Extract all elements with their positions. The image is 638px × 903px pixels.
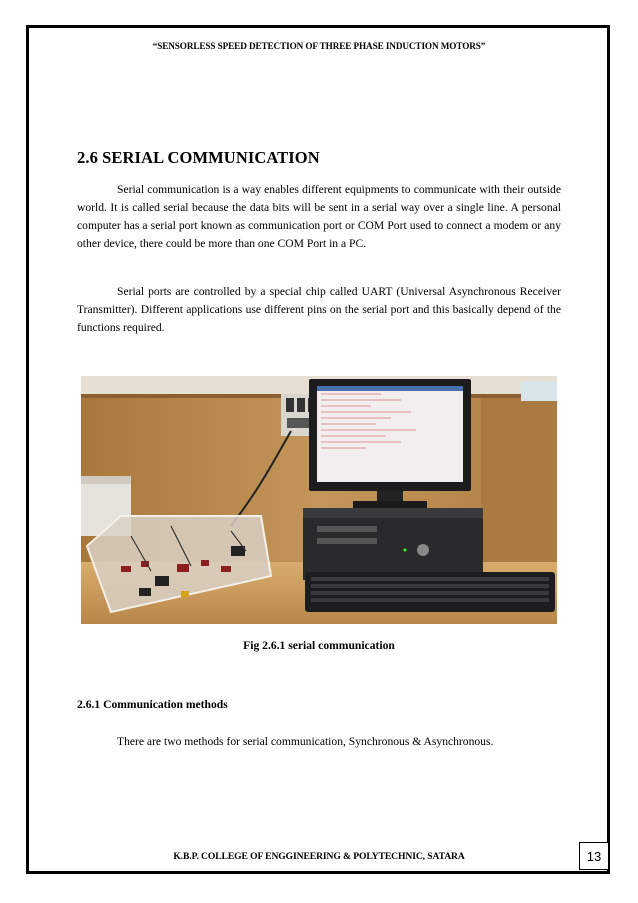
subsection-heading: 2.6.1 Communication methods [77,698,228,711]
figure-caption: Fig 2.6.1 serial communication [243,639,395,652]
paragraph-methods: There are two methods for serial communication, Synchronous & Asynchronous. [117,735,494,748]
figure-photo [81,376,557,624]
paragraph-serial-intro: Serial communication is a way enables different equipments to communicate with their outside world. It is called serial because the data bits will be sent in a serial way over a single line. A personal computer has a serial port known as communication port or COM Port used to connect a modem or any other device, there could be more than one COM Port in a PC. [77,183,561,250]
running-header: “SENSORLESS SPEED DETECTION OF THREE PHASE INDUCTION MOTORS” [152,41,486,51]
section-heading: 2.6 SERIAL COMMUNICATION [77,148,320,167]
paragraph-uart: Serial ports are controlled by a special chip called UART (Universal Asynchronous Receiver Transmitter). Different applications use different pins on the serial port and this basically depend of the functions required. [77,285,561,334]
page-number: 13 [579,842,609,870]
running-footer: K.B.P. COLLEGE OF ENGGINEERING & POLYTECHNIC, SATARA [173,851,465,862]
